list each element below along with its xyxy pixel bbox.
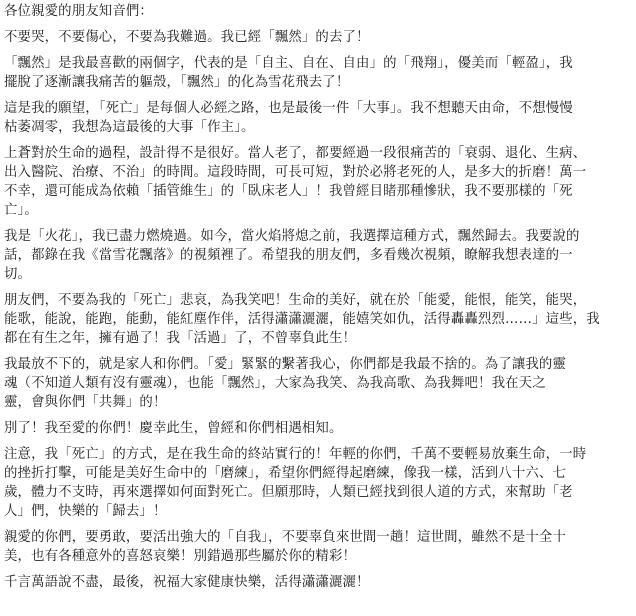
text-line: 不要哭，不要傷心，不要為我難過。我已經「飄然」的去了！ [4, 30, 370, 45]
greeting-paragraph [4, 2, 632, 21]
text-line: 魂（不知道人類有沒有靈魂），也能「飄然」，大家為我笑、為我高歌、為我舞吧！我在天之 [4, 376, 546, 391]
text-line: 的挫折打擊，可能是美好生命中的「磨練」，希望你們經得起磨練，像我一樣，活到八十六、七 [4, 466, 567, 481]
paragraph-piaoran [4, 54, 632, 92]
text-line: 千言萬語說不盡，最後，祝福大家健康快樂，活得瀟瀟灑灑！ [4, 575, 370, 590]
text-line: 「飄然」是我最喜歡的兩個字，代表的是「自主、自在、自由」的「飛翔」，優美而「輕盈」，我 [4, 56, 573, 71]
text-line: 美，也有各種意外的喜怒哀樂！別錯過那些屬於你的精彩！ [4, 549, 357, 564]
letter-document [4, 2, 632, 592]
text-line: 注意，我「死亡」的方式，是在我生命的終站實行的！年輕的你們，千萬不要輕易放棄生命，一時 [4, 447, 587, 462]
text-line: 都在有生之年，擁有過了！我「活過」了，不曾辜負此生！ [4, 331, 357, 346]
text-line: 朋友們，不要為我的「死亡」悲哀，為我笑吧！生命的美好，就在於「能愛，能恨，能笑，能哭， [4, 293, 587, 308]
text-line: 切。 [4, 267, 32, 282]
text-line: 人」們，快樂的「歸去」！ [4, 504, 167, 519]
text-line: 能歌，能說，能跑，能動，能紅塵作伴，活得瀟瀟灑灑，能嬉笑如仇，活得轟轟烈烈……」這些，我 [4, 312, 600, 327]
paragraph-family [4, 355, 632, 412]
text-line: 歲，體力不支時，再來選擇如何面對死亡。但願那時，人類已經找到很人道的方式，來幫助「老 [4, 485, 573, 500]
text-line: 枯萎凋零，我想為這最後的大事「作主」。 [4, 120, 255, 135]
text-line: 各位親愛的朋友知音們： [4, 4, 153, 19]
text-line: 不幸，還可能成為依賴「插管維生」的「臥床老人」！我曾經目睹那種慘狀，我不要那樣的「死 [4, 184, 573, 199]
text-line: 出入醫院、治療、不治」的時間。這段時間，可長可短，對於必將老死的人，是多大的折磨！萬一 [4, 165, 587, 180]
paragraph-be-brave [4, 528, 632, 566]
paragraph-life-process [4, 144, 632, 220]
text-line: 這是我的願望，「死亡」是每個人必經之路，也是最後一件「大事」。我不想聽天由命，不想慢慢 [4, 101, 573, 116]
text-line: 我是「火花」，我已盡力燃燒過。如今，當火焰將熄之前，我選擇這種方式，飄然歸去。我要說的 [4, 229, 580, 244]
paragraph-farewell [4, 419, 632, 438]
paragraph-closing [4, 573, 632, 592]
text-line: 上蒼對於生命的過程，設計得不是很好。當人老了，都要經過一段很痛苦的「衰弱、退化、生病、 [4, 146, 587, 161]
text-line: 親愛的你們，要勇敢，要活出強大的「自我」，不要辜負來世間一趟！這世間，雖然不是十全十 [4, 530, 567, 545]
paragraph-friends [4, 291, 632, 348]
text-line: 別了！我至愛的你們！慶幸此生，曾經和你們相遇相知。 [4, 421, 343, 436]
paragraph-wish [4, 99, 632, 137]
paragraph-spark [4, 227, 632, 284]
text-line: 亡」。 [4, 203, 38, 218]
text-line: 我最放不下的，就是家人和你們。「愛」緊緊的繫著我心，你們都是我最不捨的。為了讓我的靈 [4, 357, 567, 372]
paragraph-do-not-cry [4, 28, 632, 47]
paragraph-notice [4, 445, 632, 521]
text-line: 靈，會與你們「共舞」的！ [4, 395, 167, 410]
text-line: 話，都錄在我《當雪花飄落》的視頻裡了。希望我的朋友們，多看幾次視頻，瞭解我想表達的一 [4, 248, 573, 263]
text-line: 擺脫了逐漸讓我痛苦的軀殼，「飄然」的化為雪花飛去了！ [4, 75, 350, 90]
